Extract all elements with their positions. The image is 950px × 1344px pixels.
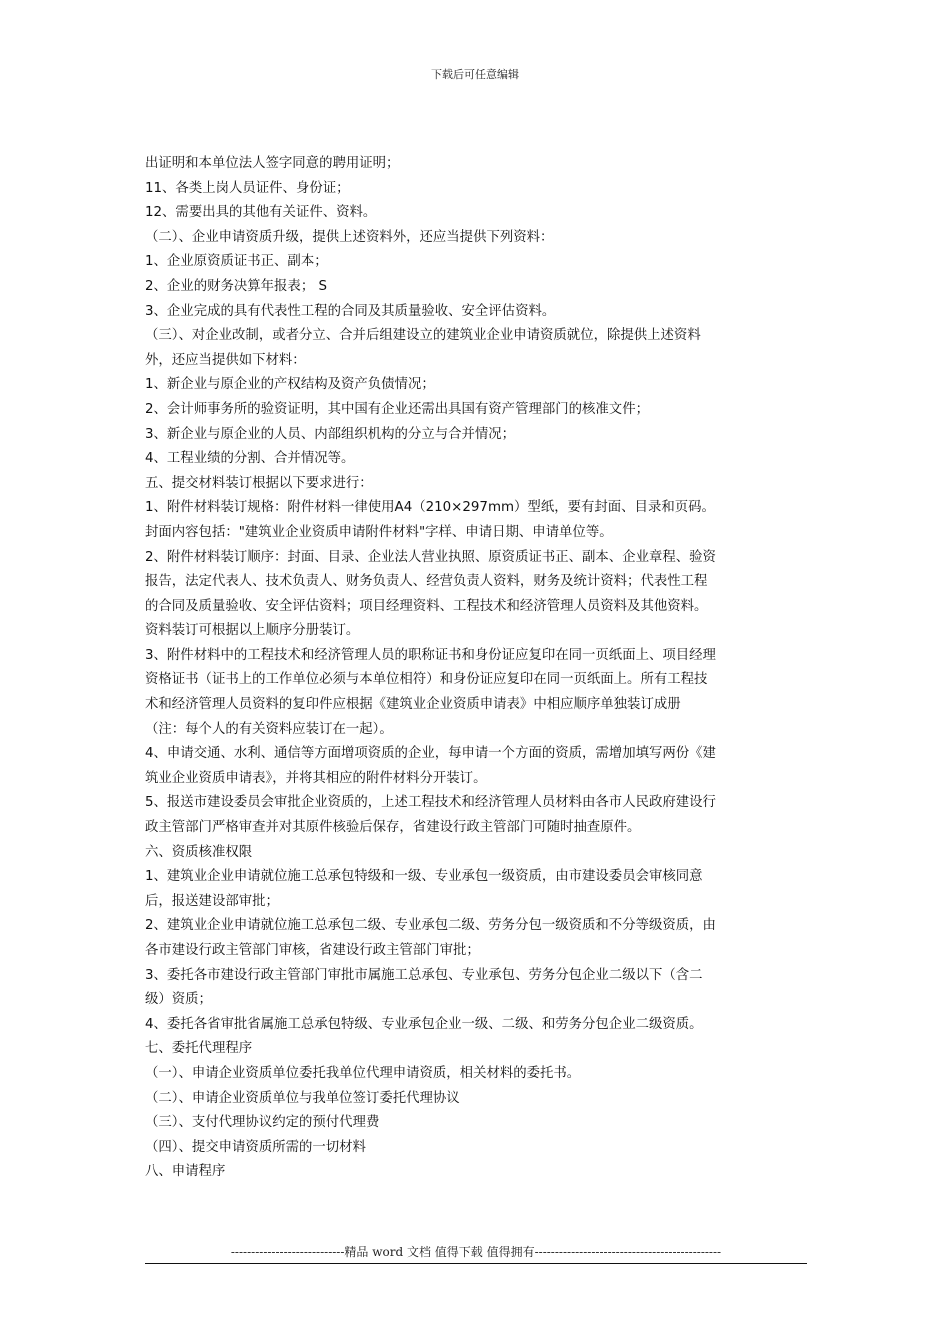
body-line: 3、委托各市建设行政主管部门审批市属施工总承包、专业承包、劳务分包企业二级以下（含二 xyxy=(145,967,703,983)
body-line: 4、申请交通、水利、通信等方面增项资质的企业，每申请一个方面的资质，需增加填写两份《建 xyxy=(145,746,716,762)
body-line: （二）、企业申请资质升级，提供上述资料外，还应当提供下列资料： xyxy=(145,229,554,245)
body-line: 2、建筑业企业申请就位施工总承包二级、专业承包二级、劳务分包一级资质和不分等级资质，由 xyxy=(145,918,716,934)
body-line: 术和经济管理人员资料的复印件应根据《建筑业企业资质申请表》中相应顺序单独装订成册 xyxy=(145,697,681,713)
body-line: 筑业企业资质申请表》，并将其相应的附件材料分开装订。 xyxy=(145,770,487,786)
body-line: 3、附件材料中的工程技术和经济管理人员的职称证书和身份证应复印在同一页纸面上、项目经理 xyxy=(145,647,716,663)
body-line: 4、工程业绩的分割、合并情况等。 xyxy=(145,451,355,467)
body-line: （一）、申请企业资质单位委托我单位代理申请资质，相关材料的委托书。 xyxy=(145,1065,581,1081)
body-line: （三）、对企业改制，或者分立、合并后组建设立的建筑业企业申请资质就位，除提供上述资料 xyxy=(145,328,701,344)
body-line: 六、资质核准权限 xyxy=(145,844,253,860)
body-line: 外，还应当提供如下材料： xyxy=(145,352,306,368)
body-line: 4、委托各省审批省属施工总承包特级、专业承包企业一级、二级、和劳务分包企业二级资质。 xyxy=(145,1016,703,1032)
body-line: （四）、提交申请资质所需的一切材料 xyxy=(145,1139,366,1155)
body-line: 五、提交材料装订根据以下要求进行： xyxy=(145,475,373,491)
body-line: 2、附件材料装订顺序：封面、目录、企业法人营业执照、原资质证书正、副本、企业章程、验资 xyxy=(145,549,716,565)
body-line: 2、会计师事务所的验资证明，其中国有企业还需出具国有资产管理部门的核准文件； xyxy=(145,401,649,417)
body-line: 七、委托代理程序 xyxy=(145,1041,253,1057)
document-body xyxy=(145,152,800,1185)
body-line: 1、企业原资质证书正、副本； xyxy=(145,254,328,270)
body-line: 2、企业的财务决算年报表； S xyxy=(145,278,327,294)
body-line: 资格证书（证书上的工作单位必须与本单位相符）和身份证应复印在同一页纸面上。所有工程技 xyxy=(145,672,708,688)
body-line: （注：每个人的有关资料应装订在一起）。 xyxy=(145,721,393,737)
body-line: （三）、支付代理协议约定的预付代理费 xyxy=(145,1115,380,1131)
body-line: 12、需要出具的其他有关证件、资料。 xyxy=(145,205,377,221)
body-line: 级）资质； xyxy=(145,992,212,1008)
page-footer: ----------------------------精品 word 文档 值得下载 值得拥有---------------------------------------------- xyxy=(230,1245,722,1259)
body-line: 资料装订可根据以上顺序分册装订。 xyxy=(145,623,360,639)
body-line: 1、新企业与原企业的产权结构及资产负债情况； xyxy=(145,377,435,393)
body-line: （二）、申请企业资质单位与我单位签订委托代理协议 xyxy=(145,1090,460,1106)
body-line: 1、建筑业企业申请就位施工总承包特级和一级、专业承包一级资质，由市建设委员会审核同意 xyxy=(145,869,703,885)
body-line: 各市建设行政主管部门审核，省建设行政主管部门审批； xyxy=(145,943,480,958)
body-line: 出证明和本单位法人签字同意的聘用证明； xyxy=(145,156,400,171)
footer-rule xyxy=(145,1263,807,1264)
body-line: 3、企业完成的具有代表性工程的合同及其质量验收、安全评估资料。 xyxy=(145,303,556,319)
body-line: 报告，法定代表人、技术负责人、财务负责人、经营负责人资料，财务及统计资料；代表性工程 xyxy=(145,574,708,590)
body-line: 八、申请程序 xyxy=(145,1164,226,1180)
body-line: 1、附件材料装订规格：附件材料一律使用A4（210×297mm）型纸，要有封面、目录和页码。 xyxy=(145,500,715,516)
body-line: 3、新企业与原企业的人员、内部组织机构的分立与合并情况； xyxy=(145,426,516,442)
body-line: 政主管部门严格审查并对其原件核验后保存，省建设行政主管部门可随时抽查原件。 xyxy=(145,820,641,836)
body-line: 后，报送建设部审批； xyxy=(145,893,279,909)
body-line: 5、报送市建设委员会审批企业资质的，上述工程技术和经济管理人员材料由各市人民政府建设行 xyxy=(145,795,716,811)
body-line: 的合同及质量验收、安全评估资料；项目经理资料、工程技术和经济管理人员资料及其他资料。 xyxy=(145,598,708,614)
body-line: 11、各类上岗人员证件、身份证； xyxy=(145,180,350,196)
page-header: 下载后可任意编辑 xyxy=(431,68,519,81)
body-line: 封面内容包括："建筑业企业资质申请附件材料"字样、申请日期、申请单位等。 xyxy=(145,524,613,540)
